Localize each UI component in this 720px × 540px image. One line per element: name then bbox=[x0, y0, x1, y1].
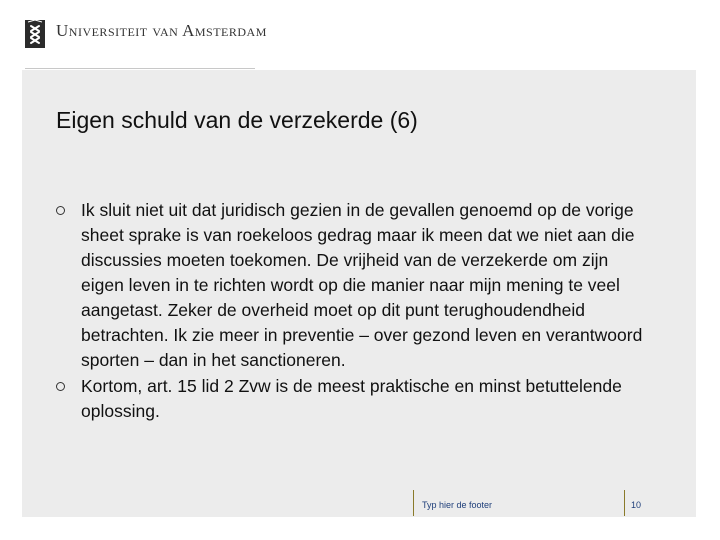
bullet-item bbox=[56, 374, 646, 424]
university-crest-icon bbox=[25, 20, 45, 48]
slide-header bbox=[0, 0, 720, 70]
circle-bullet-icon bbox=[56, 382, 65, 391]
header-divider bbox=[25, 68, 255, 69]
bullet-text: Ik sluit niet uit dat juridisch gezien in de gevallen genoemd op de vorige sheet sprake is van roekeloos gedrag maar ik meen dat we niet aan die discussies moeten toekomen. De vrijheid van de verzekerde om zijn eigen leven in te richten wordt op die manier naar mijn mening te veel aangetast. Zeker de overheid moet op dit punt terughoudendheid betrachten. Ik zie meer in preventie – over gezond leven en verantwoord sporten – dan in het sanctioneren. bbox=[81, 200, 643, 370]
footer-text: Typ hier de footer bbox=[422, 500, 493, 510]
footer-divider-left bbox=[413, 490, 414, 516]
organization-name: Universiteit van Amsterdam bbox=[56, 21, 267, 40]
bullet-item bbox=[56, 198, 646, 373]
page-number: 10 bbox=[631, 500, 642, 510]
slide-title: Eigen schuld van de verzekerde (6) bbox=[56, 107, 418, 133]
bullet-text: Kortom, art. 15 lid 2 Zvw is de meest praktische en minst betuttelende oplossing. bbox=[81, 376, 622, 421]
footer-divider-right bbox=[624, 490, 625, 516]
bullet-list bbox=[56, 198, 646, 424]
circle-bullet-icon bbox=[56, 206, 65, 215]
